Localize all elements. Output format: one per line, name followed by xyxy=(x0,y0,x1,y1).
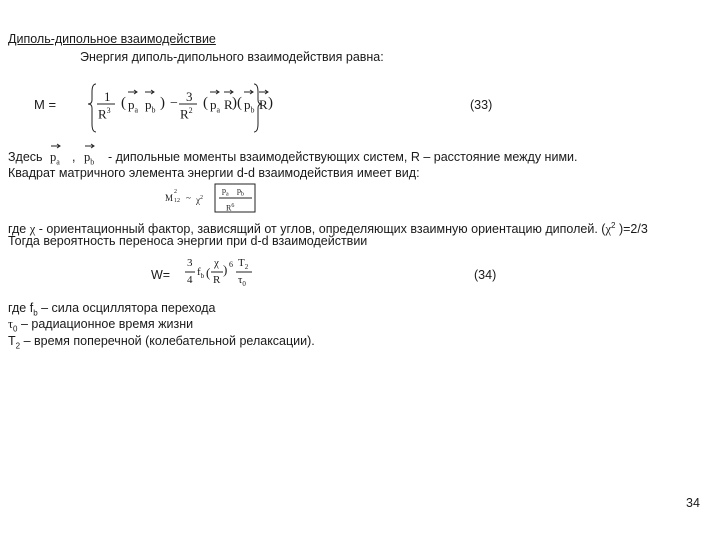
def-tau: $\tau_0$ – радиационное время жизни xyxy=(8,317,194,334)
eq33-paren-open: ( xyxy=(121,95,126,111)
eq33-paren-end: ) xyxy=(268,95,273,111)
eq34-three: 3 xyxy=(187,257,193,269)
m12-chi: $\chi^2$ xyxy=(196,195,203,205)
eq33-R: R xyxy=(224,97,233,112)
def-oscillator: где $f_b$ – сила осциллятора перехода xyxy=(8,301,216,318)
eq34-R: R xyxy=(213,274,221,286)
eq33-paren3: )( xyxy=(232,95,242,111)
where-text: - дипольные моменты взаимодействующих систем, R – расстояние между ними. xyxy=(108,150,578,164)
eq33-brace-left xyxy=(88,84,96,132)
eq34-lhs: W= xyxy=(151,268,171,282)
def-t2: $T_2$ – время поперечной (колебательной релаксации). xyxy=(8,334,315,351)
where-comma: , xyxy=(72,150,76,164)
eq33-brace-right xyxy=(254,84,262,132)
where-label: Здесь xyxy=(8,150,43,164)
m12-pb: $p_b$ xyxy=(237,186,244,198)
eq33-r2: $R^2$ xyxy=(180,106,193,122)
eq33-three: 3 xyxy=(186,89,193,104)
eq33-pb: $p_b$ xyxy=(145,97,156,115)
eq33-r3: $R^3$ xyxy=(98,106,111,122)
intro-text: Энергия диполь-дипольного взаимодействия равна: xyxy=(80,50,384,64)
eq33-pa: $p_a$ xyxy=(128,97,139,115)
where-pa: $p_a$ xyxy=(50,150,60,167)
probability-line: Тогда вероятность переноса энергии при d-d взаимодействии xyxy=(8,234,368,248)
eq33-pb2: $p_b$ xyxy=(244,97,255,115)
eq33-R2: R xyxy=(259,97,268,112)
eq33-lhs: M = xyxy=(34,97,57,112)
matrix-line: Квадрат матричного элемента энергии d-d взаимодействия имеет вид: xyxy=(8,166,420,180)
eq34-paren-open: ( xyxy=(206,265,211,280)
eq33-paren2-open: ( xyxy=(203,95,208,111)
eq33-number: (33) xyxy=(470,98,493,112)
m12-R: $R^6$ xyxy=(226,203,235,213)
m12-pa: $p_a$ xyxy=(222,186,229,198)
orient-line: где χ - ориентационный фактор, зависящий от углов, определяющих взаимную ориентацию диполей. ($\chi^2$ )=2/3 xyxy=(8,221,648,237)
eq34-chi: χ xyxy=(214,257,219,269)
eq34-T2: $T_2$ xyxy=(238,257,249,272)
eq34-tau: $\tau_0$ xyxy=(238,274,246,289)
page-number: 34 xyxy=(686,496,700,510)
eq34-f: $f_b$ xyxy=(197,266,205,281)
m12-symbol: M 2 12 xyxy=(165,189,181,204)
where-pb: $p_b$ xyxy=(84,150,95,167)
eq33-minus: − xyxy=(170,96,178,111)
eq33-one: 1 xyxy=(104,89,111,104)
eq33-pa2: $p_a$ xyxy=(210,97,221,115)
m12-tilde: ~ xyxy=(186,193,191,203)
eq34-four: 4 xyxy=(187,274,193,286)
eq34-number: (34) xyxy=(474,268,497,282)
eq34-paren-close: ) xyxy=(223,262,228,277)
eq34-exp: 6 xyxy=(229,260,233,269)
eq33-paren-close: ) xyxy=(160,95,165,111)
slide-title: Диполь-дипольное взаимодействие xyxy=(8,32,216,46)
